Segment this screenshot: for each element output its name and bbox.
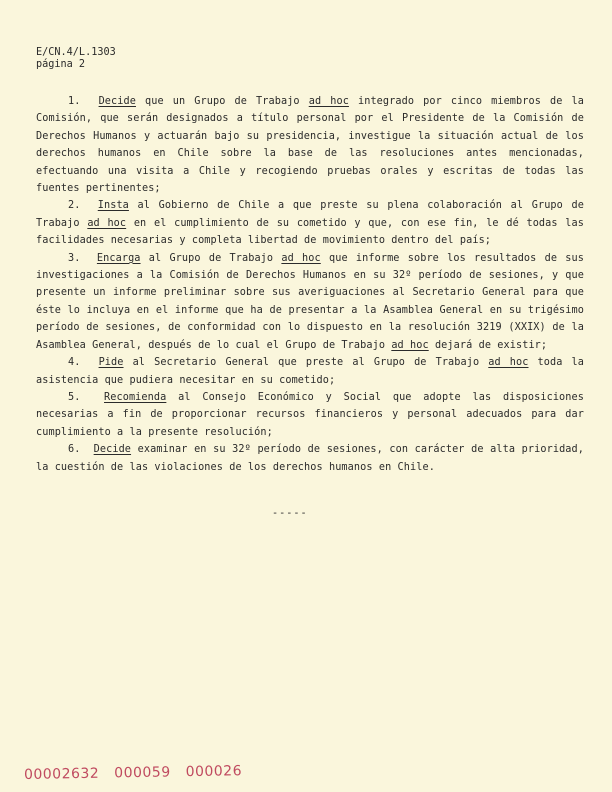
paragraph-text: que informe sobre los resultados de sus investigaciones a la Comisión de Derechos Humanos en su 32º período de sesiones, y que presente un informe preliminar sobre sus averiguaciones al Secretario General para que éste lo incluya en el informe que ha de presentar a la Asamblea General en su trigésimo período de sesiones, de conformidad con lo dispuesto en la resolución 3219 (XXIX) de la Asamblea General, después de lo cual el Grupo de Trabajo bbox=[36, 252, 584, 351]
ad-hoc-term: ad hoc bbox=[87, 217, 127, 229]
paragraph-text: al Grupo de Trabajo bbox=[140, 252, 282, 264]
paragraph-text: al Secretario General que preste al Grupo de Trabajo bbox=[123, 357, 489, 369]
ad-hoc-term: ad hoc bbox=[281, 252, 321, 264]
document-header bbox=[36, 47, 116, 71]
paragraph-number: 4. bbox=[68, 357, 81, 369]
paragraph-text: dejará de existir; bbox=[428, 339, 548, 351]
operative-verb: Recomienda bbox=[104, 391, 167, 403]
paragraph-number: 6. bbox=[68, 444, 81, 456]
resolution-paragraph bbox=[36, 354, 584, 389]
resolution-paragraph bbox=[36, 389, 584, 441]
end-separator: ----- bbox=[272, 508, 308, 519]
archive-number: 000026 bbox=[185, 763, 243, 781]
paragraph-text: integrado por cinco miembros de la Comisión, que serán designados a título personal por el Presidente de la Comisión de Derechos Humanos y actuarán bajo su presidencia, investigue la situación actual de los derechos humanos en Chile sobre la base de las resoluciones antes mencionadas, efectuando una visita a Chile y recogiendo pruebas orales y escritas de todas las fuentes pertinentes; bbox=[36, 96, 584, 195]
document-code: E/CN.4/L.1303 bbox=[36, 47, 116, 58]
operative-verb: Decide bbox=[93, 444, 132, 456]
resolution-paragraph bbox=[36, 441, 584, 476]
paragraph-text: al Gobierno de Chile a que preste su plena colaboración al Grupo de Trabajo bbox=[36, 200, 585, 229]
operative-verb: Insta bbox=[97, 200, 129, 212]
ad-hoc-term: ad hoc bbox=[308, 96, 349, 107]
paragraph-text: toda la asistencia que pudiera necesitar en su cometido; bbox=[36, 357, 584, 386]
paragraph-number: 2. bbox=[68, 200, 81, 212]
paragraph-number: 1. bbox=[68, 96, 81, 107]
operative-verb: Encarga bbox=[96, 252, 141, 264]
ad-hoc-term: ad hoc bbox=[391, 339, 429, 351]
paragraph-number: 3. bbox=[68, 252, 81, 264]
paragraph-number: 5. bbox=[68, 391, 81, 403]
resolution-paragraph bbox=[36, 197, 584, 249]
paragraph-text: en el cumplimiento de su cometido y que, con ese fin, le dé todas las facilidades necesarias y completa libertad de movimiento dentro del país; bbox=[36, 217, 585, 247]
resolution-body bbox=[36, 93, 584, 476]
archive-stamp bbox=[24, 763, 252, 783]
page-number: página 2 bbox=[36, 59, 86, 70]
paragraph-text: al Consejo Económico y Social que adopte las disposiciones necesarias a fin de proporcionar recursos financieros y personal adecuados para dar cumplimiento a la presente resolución; bbox=[36, 391, 584, 438]
ad-hoc-term: ad hoc bbox=[488, 357, 529, 369]
resolution-paragraph bbox=[36, 93, 584, 197]
resolution-paragraph bbox=[36, 250, 584, 354]
paragraph-text: que un Grupo de Trabajo bbox=[135, 96, 309, 107]
archive-number: 00002632 bbox=[23, 765, 100, 783]
archive-number: 000059 bbox=[114, 764, 171, 782]
operative-verb: Pide bbox=[98, 357, 124, 369]
operative-verb: Decide bbox=[98, 96, 136, 107]
paragraph-text: examinar en su 32º período de sesiones, con carácter de alta prioridad, la cuestión de las violaciones de los derechos humanos en Chile. bbox=[36, 444, 585, 473]
